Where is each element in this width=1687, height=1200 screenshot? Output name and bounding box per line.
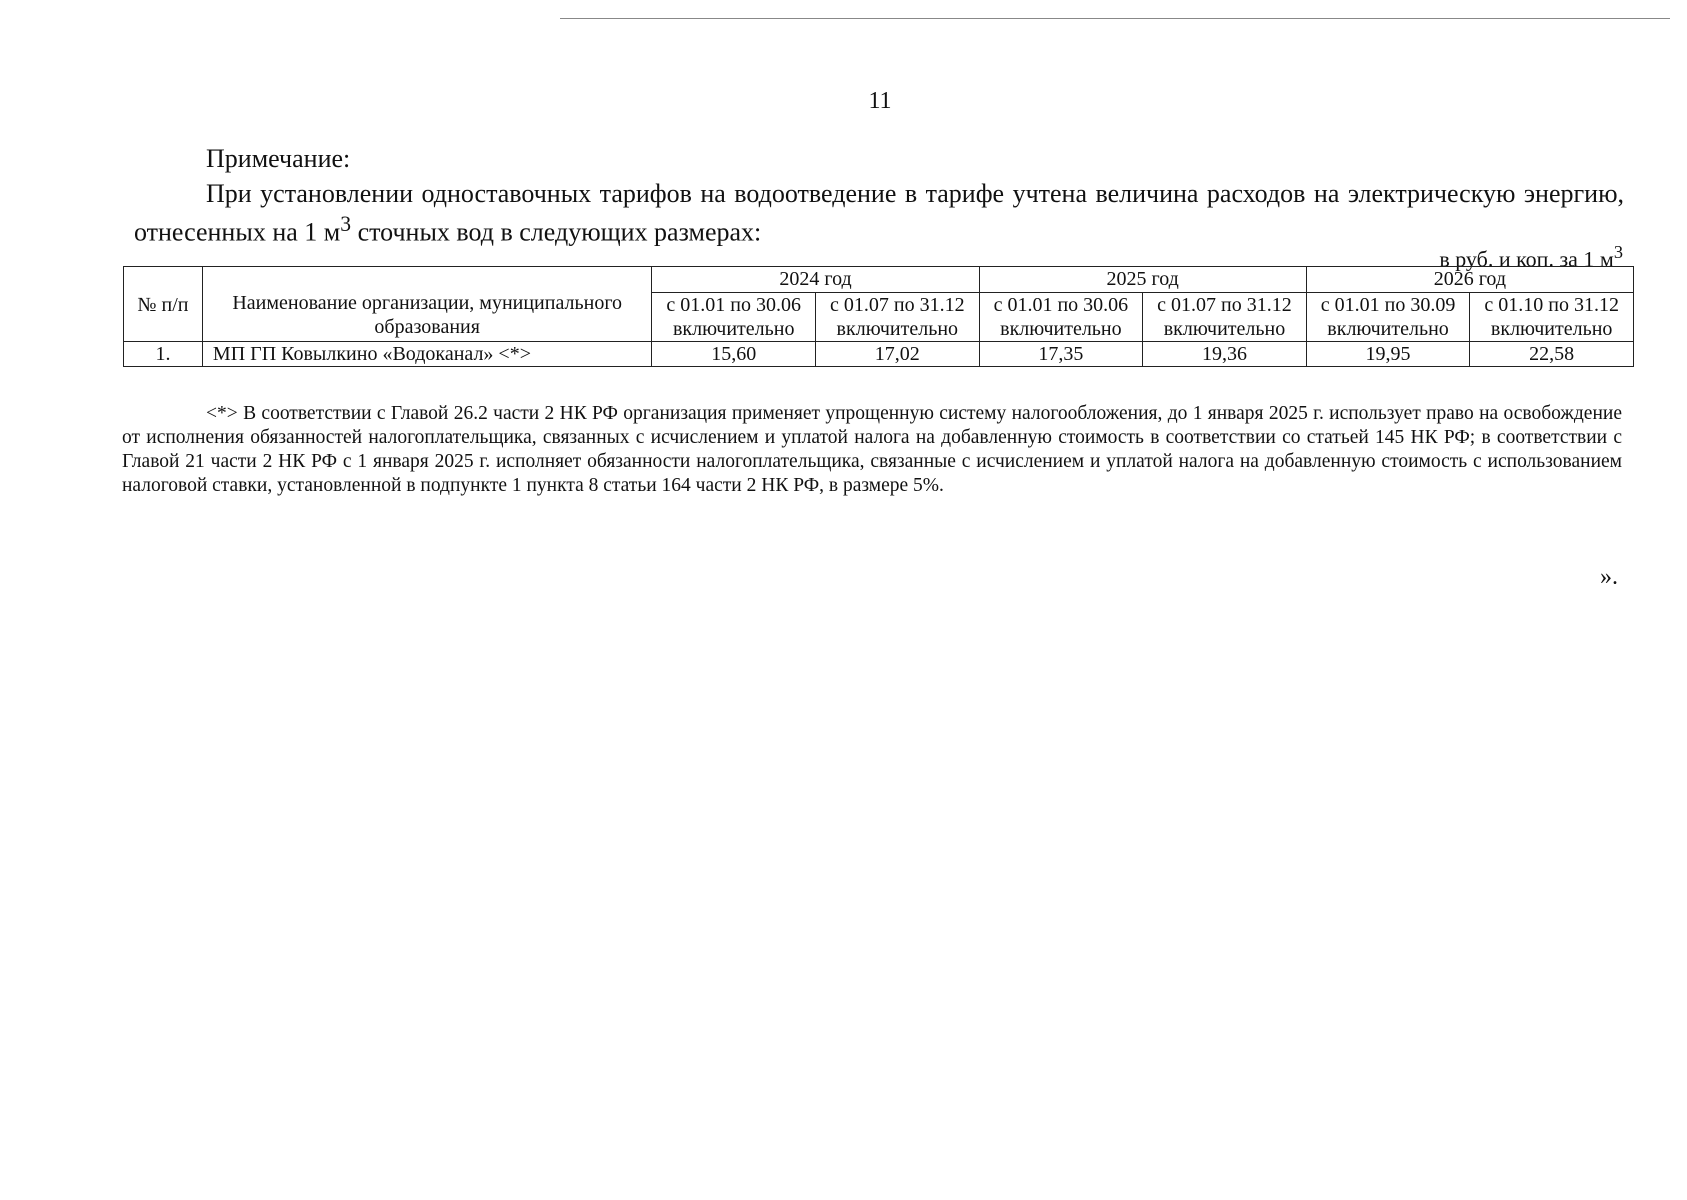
period-header: с 01.01 по 30.06 включительно: [652, 293, 816, 342]
unit-superscript: 3: [1613, 242, 1623, 262]
intro-superscript: 3: [340, 212, 352, 236]
name-header: Наименование организации, муниципального образования: [202, 267, 652, 342]
page-number: 11: [868, 88, 892, 114]
tariff-value: 17,35: [979, 342, 1143, 367]
intro-text: При установлении одноставочных тарифов на водоотведение в тарифе учтена величина расходов на электрическую энергию, отнесенных на 1 м: [134, 179, 1624, 247]
unit-text: в руб. и коп. за 1 м: [1439, 246, 1614, 272]
tariff-value: 15,60: [652, 342, 816, 367]
tariff-table: [123, 266, 1634, 367]
tariff-value: 17,02: [816, 342, 980, 367]
num-header: № п/п: [124, 267, 203, 342]
period-header: с 01.01 по 30.09 включительно: [1306, 293, 1470, 342]
tariff-value: 22,58: [1470, 342, 1634, 367]
intro-text-end: сточных вод в следующих размерах:: [351, 217, 762, 247]
note-title: Примечание:: [206, 144, 351, 173]
top-rule: [560, 18, 1670, 19]
year-header-2025: 2025 год: [979, 267, 1306, 293]
period-header: с 01.10 по 31.12 включительно: [1470, 293, 1634, 342]
row-number: 1.: [124, 342, 203, 367]
table-row: [124, 342, 1634, 367]
year-header-2024: 2024 год: [652, 267, 979, 293]
closing-quote: ».: [1600, 564, 1618, 590]
period-header: с 01.07 по 31.12 включительно: [816, 293, 980, 342]
tariff-value: 19,95: [1306, 342, 1470, 367]
period-header: с 01.01 по 30.06 включительно: [979, 293, 1143, 342]
organization-name: МП ГП Ковылкино «Водоканал» <*>: [202, 342, 652, 367]
header-row-years: [124, 267, 1634, 293]
note-intro: [134, 178, 1624, 248]
year-header-2026: 2026 год: [1306, 267, 1633, 293]
tariff-value: 19,36: [1143, 342, 1307, 367]
footnote: <*> В соответствии с Главой 26.2 части 2 НК РФ организация применяет упрощенную систему налогообложения, до 1 января 2025 г. использует право на освобождение от исполнения обязанностей налогоплательщика, связанных с исчислением и уплатой налога на добавленную стоимость в соответствии со статьей 145 НК РФ; в соответствии с Главой 21 части 2 НК РФ с 1 января 2025 г. исполняет обязанности налогоплательщика, связанные с исчислением и уплатой налога на добавленную стоимость с использованием налоговой ставки, установленной в подпункте 1 пункта 8 статьи 164 части 2 НК РФ, в размере 5%.: [122, 403, 1622, 496]
period-header: с 01.07 по 31.12 включительно: [1143, 293, 1307, 342]
